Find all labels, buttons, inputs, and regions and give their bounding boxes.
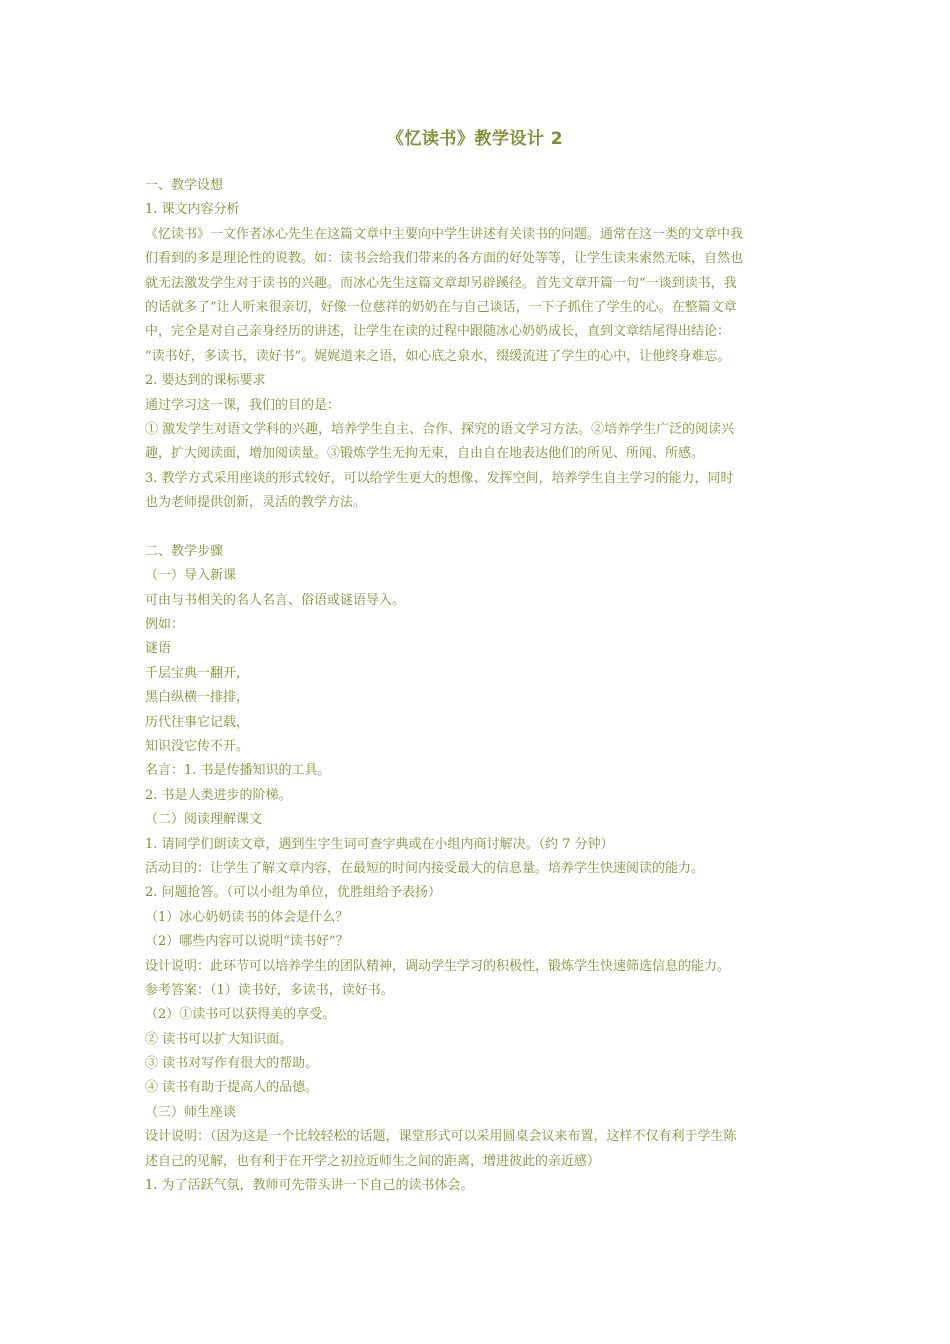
- document-body: [145, 174, 810, 1198]
- answer-line: ④ 读书有助于提高人的品德。: [145, 1080, 319, 1096]
- paragraph-line: 的话就多了”让人听来很亲切，好像一位慈祥的奶奶在与自己谈话，一下子抓住了学生的心。在整篇文章: [145, 299, 737, 315]
- answer-line: ③ 读书对写作有很大的帮助。: [145, 1056, 319, 1072]
- answer-line: ② 读书可以扩大知识面。: [145, 1031, 293, 1047]
- riddle-line: 知识没它传不开。: [145, 738, 250, 754]
- question-line: （1）冰心奶奶读书的体会是什么？: [145, 909, 349, 925]
- section-heading: 一、教学设想: [145, 178, 224, 193]
- paragraph-line: 们看到的多是理论性的说教。如：读书会给我们带来的各方面的好处等等，让学生读来索然无味，自然也: [145, 251, 744, 267]
- paragraph-line: 可由与书相关的名人名言、俗语或谜语导入。: [145, 592, 406, 608]
- riddle-line: 黑白纵横一排排，: [145, 690, 250, 706]
- paragraph-line: 述自己的见解，也有利于在开学之初拉近师生之间的距离，增进彼此的亲近感）: [145, 1153, 601, 1169]
- subsection-heading: （三）师生座谈: [145, 1104, 237, 1120]
- paragraph-line: 2. 问题抢答。（可以小组为单位，优胜组给予表扬）: [145, 885, 442, 901]
- paragraph-line: 活动目的：让学生了解文章内容，在最短的时间内接受最大的信息量。培养学生快速阅读的能力。: [145, 860, 705, 876]
- document-title: 《忆读书》教学设计 2: [386, 129, 564, 149]
- paragraph-line: 设计说明：（因为这是一个比较轻松的话题，课堂形式可以采用圆桌会议来布置，这样不仅有利于学生陈: [145, 1129, 737, 1145]
- paragraph-line: 《忆读书》一文作者冰心先生在这篇文章中主要向中学生讲述有关读书的问题。通常在这一类的文章中我: [145, 226, 744, 242]
- paragraph-line: “读书好，多读书，读好书”。娓娓道来之语，如心底之泉水，缀缓流进了学生的心中，让他终身难忘。: [145, 348, 731, 364]
- paragraph-line: 1. 请同学们朗读文章，遇到生字生词可查字典或在小组内商讨解决。（约 7 分钟）: [145, 836, 614, 852]
- paragraph-line: ① 激发学生对语文学科的兴趣，培养学生自主、合作、探究的语文学习方法。②培养学生广泛的阅读兴: [145, 421, 735, 437]
- paragraph-line: 3. 教学方式采用座谈的形式较好，可以给学生更大的想像、发挥空间，培养学生自主学习的能力，同时: [145, 470, 734, 486]
- answer-line: （2）①读书可以获得美的享受。: [145, 1007, 336, 1023]
- answer-line: 参考答案：（1）读书好，多读书，读好书。: [145, 982, 394, 998]
- paragraph-line: 趣，扩大阅读面，增加阅读量。③锻炼学生无拘无束，自由自在地表达他们的所见、所闻、所感。: [145, 446, 705, 462]
- section-heading: 二、教学步骤: [145, 543, 224, 559]
- quote-line: 2. 书是人类进步的阶梯。: [145, 787, 292, 803]
- paragraph-line: 就无法激发学生对于读书的兴趣。而冰心先生这篇文章却另辟蹊径。首先文章开篇一句“一谈到读书，我: [145, 275, 737, 291]
- blank-line: [145, 515, 810, 539]
- paragraph-line: 1. 为了活跃气氛，教师可先带头讲一下自己的读书体会。: [145, 1178, 474, 1194]
- subsection-heading: 1. 课文内容分析: [145, 202, 240, 218]
- paragraph-line: 也为老师提供创新，灵活的教学方法。: [145, 495, 367, 511]
- paragraph-line: 例如：: [145, 617, 185, 633]
- paragraph-line: 谜语: [145, 641, 172, 657]
- paragraph-line: 通过学习这一课，我们的目的是：: [145, 397, 341, 413]
- subsection-heading: （二）阅读理解课文: [145, 812, 263, 828]
- question-line: （2）哪些内容可以说明“读书好”？: [145, 934, 349, 950]
- riddle-line: 千层宝典一翻开，: [145, 665, 250, 681]
- riddle-line: 历代往事它记载，: [145, 714, 250, 730]
- subsection-heading: （一）导入新课: [145, 568, 237, 584]
- subsection-heading: 2. 要达到的课标要求: [145, 373, 266, 389]
- quote-line: 名言：1. 书是传播知识的工具。: [145, 763, 331, 779]
- paragraph-line: 设计说明：此环节可以培养学生的团队精神，调动学生学习的积极性，锻炼学生快速筛选信息的能力。: [145, 958, 731, 974]
- paragraph-line: 中，完全是对自己亲身经历的讲述，让学生在读的过程中跟随冰心奶奶成长，直到文章结尾得出结论：: [145, 324, 731, 340]
